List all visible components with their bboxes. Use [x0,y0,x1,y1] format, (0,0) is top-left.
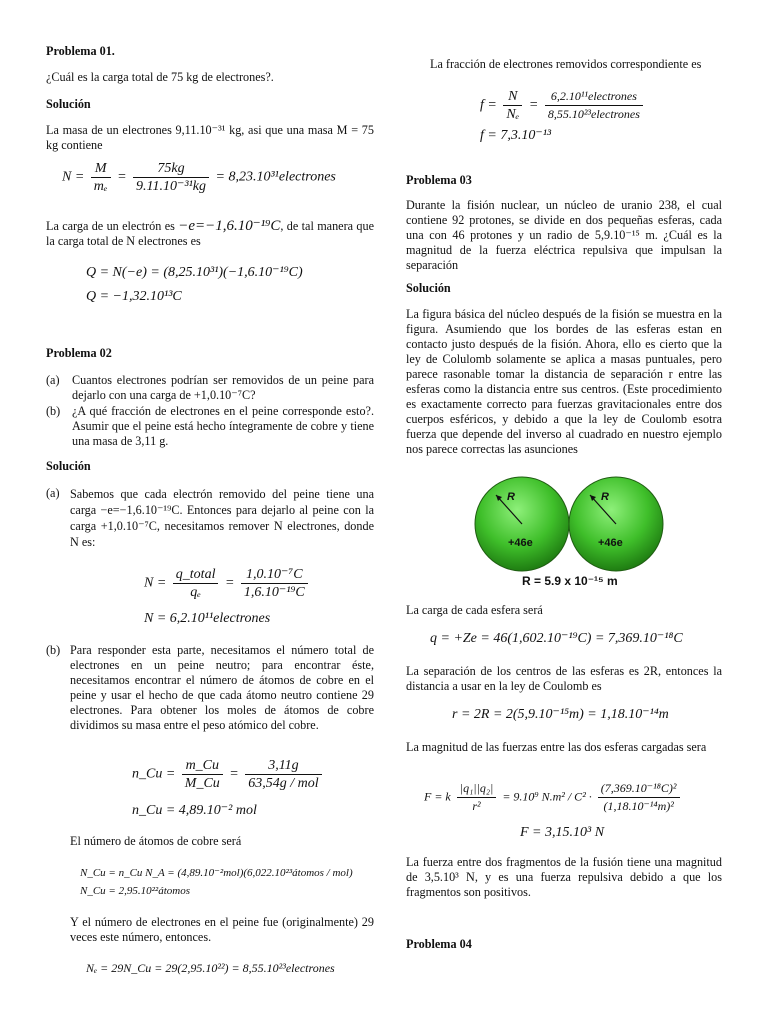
problem-1-text-2: La carga de un electrón es −e=−1,6.10⁻¹⁹C, de tal manera que la carga total de N electrones es [46,218,375,248]
fraction-intro: La fracción de electrones removidos correspondiente es [430,57,702,71]
solution-1-label: Solución [46,97,91,111]
problem-3-text-4: La magnitud de las fuerzas entre las dos esferas cargadas sera [406,740,707,754]
problem-4-title: Problema 04 [406,937,472,951]
item-b-text: ¿A qué fracción de electrones en el peine corresponde esto?. Asumir que el peine está hecho íntegramente de cobre y tiene una masa de 3,11 g. [72,404,374,448]
equation-4-result: n_Cu = 4,89.10⁻² mol [132,803,257,818]
equation-5a: N_Cu = n_Cu N_A = (4,89.10⁻²mol)(6,022.10²³átomos / mol) [80,867,353,879]
equation-7-result: f = 7,3.10⁻¹³ [480,128,552,143]
solution-a-text: Sabemos que cada electrón removido del peine tiene una carga −e=−1,6.10⁻¹⁹C. Entonces para dejarlo al peine con la carga +1,0.10⁻⁷C, necesitamos remover N electrones, donde N es: [70,487,374,549]
problem-3-text-3: La separación de los centros de las esferas es 2R, entonces la distancia a usar en la ley de Coulomb es [406,664,722,693]
equation-10-result: F = 3,15.10³ N [520,825,605,840]
solution-b-marker: (b) [46,643,61,657]
problem-2-text-4: Y el número de electrones en el peine fue (originalmente) 29 veces este número, entonces. [70,915,374,944]
equation-5b: N_Cu = 2,95.10²²átomos [80,885,190,897]
solution-b-text: Para responder esta parte, necesitamos el número total de electrones en un peine neutro; para encontrar éste, necesitamos encontrar el número de átomos de cobre en el peine y usar el hecho de que cada átomo neutro contiene 29 electrones. Para obtener los moles de átomos de cobre dividimos su masa entre el peso atómico del cobre. [70,643,374,732]
problem-1-question: ¿Cuál es la carga total de 75 kg de electrones?. [46,70,274,84]
figure-charge-left: +46e [508,537,533,549]
figure-radius-label-right: R [601,491,609,503]
problem-1-text-1: La masa de un electrones 9,11.10⁻³¹ kg, asi que una masa M = 75 kg contiene [46,123,374,152]
equation-1: N = $\frac{M}{\text{mₑ}}$ = $\frac{75kg}{\text{9.11.10⁻³¹kg}}$ = 8,23.10³¹electrones [62,161,336,194]
problem-3-text-2: La carga de cada esfera será [406,603,543,617]
problem-3-question: Durante la fisión nuclear, un núcleo de uranio 238, el cual contiene 92 protones, se divide en dos pequeñas esferas, cada una con 46 protones y un radio de 5,9.10⁻¹⁵ m. ¿Cuál es la magnitud de la fuerza eléctrica repulsiva que impulsan la separación [406,198,722,272]
equation-2b: Q = −1,32.10¹³C [86,289,182,304]
equation-3: N = $\frac{\text{q\_total}}{\text{qₑ}}$ = $\frac{\text{1,0.10⁻⁷C}}{\text{1,6.10⁻¹⁹C}}$ [144,566,311,601]
equation-3-result: N = 6,2.10¹¹electrones [144,611,271,626]
problem-3-title: Problema 03 [406,173,472,187]
solution-2-label: Solución [46,459,91,473]
solution-a-marker: (a) [46,486,60,500]
equation-7: f = $\frac{N}{\text{Nₑ}}$ = $\frac{\text{6,2.10¹¹electrones}}{\text{8,55.10²³electrones}}$ [480,88,646,123]
item-a-text: Cuantos electrones podrían ser removidos de un peine para dejarlo con una carga de +1,0.10⁻⁷C? [72,373,374,402]
figure-charge-right: +46e [598,537,623,549]
solution-3-label: Solución [406,281,451,295]
equation-6: Nₑ = 29N_Cu = 29(2,95.10²²) = 8,55.10²³electrones [86,961,335,975]
problem-3-text-5: La fuerza entre dos fragmentos de la fusión tiene una magnitud de 3,5.10³ N, y es una fuerza repulsiva debido a que los fragmentos son positivos. [406,855,722,899]
figure-caption: R = 5.9 x 10⁻¹⁵ m [522,574,618,588]
problem-3-text-1: La figura básica del núcleo después de la fisión se muestra en la figura. Asumiendo que los bordes de las esferas estan en contacto justo después de la fisión. Ahora, ello es cierto que la ley de Colulomb solamente se aplica a masas puntuales, pero parece rasonable tomar la distancia de separación r entre las esferas como la distancia entre sus centros. (Este procedimiento es exactamente correcto para fuerzas gravitacionales entre dos cuerpos esféricos, y debido a que la ley de Coulomb esotra fuerza que depende del inverso al cuadrado en nuestro ejemplo nos parece correctas las asunciones [406,307,722,456]
figure-radius-label-left: R [507,491,515,503]
item-b-marker: (b) [46,404,61,418]
equation-8: q = +Ze = 46(1,602.10⁻¹⁹C) = 7,369.10⁻¹⁸C [430,631,683,646]
equation-10: F = k $\frac{\text{|q₁||q₂|}}{\text{r²}}$ = 9.10⁹ N.m² / C² · $\frac{\text{(7,369.10⁻¹⁸C)²}}{\text{(1,18.10⁻¹⁴m)²}}$ [424,780,683,815]
equation-4: n_Cu = $\frac{m\_Cu}{M\_Cu}$ = $\frac{3,11g}{\text{63,54g / mol}}$ [132,757,325,792]
problem-2-text-3: El número de átomos de cobre será [70,834,242,848]
problem-2-title: Problema 02 [46,346,112,360]
equation-2a: Q = N(−e) = (8,25.10³¹)(−1,6.10⁻¹⁹C) [86,265,303,280]
item-a-marker: (a) [46,373,60,387]
problem-1-title: Problema 01. [46,44,115,58]
equation-9: r = 2R = 2(5,9.10⁻¹⁵m) = 1,18.10⁻¹⁴m [452,707,669,722]
